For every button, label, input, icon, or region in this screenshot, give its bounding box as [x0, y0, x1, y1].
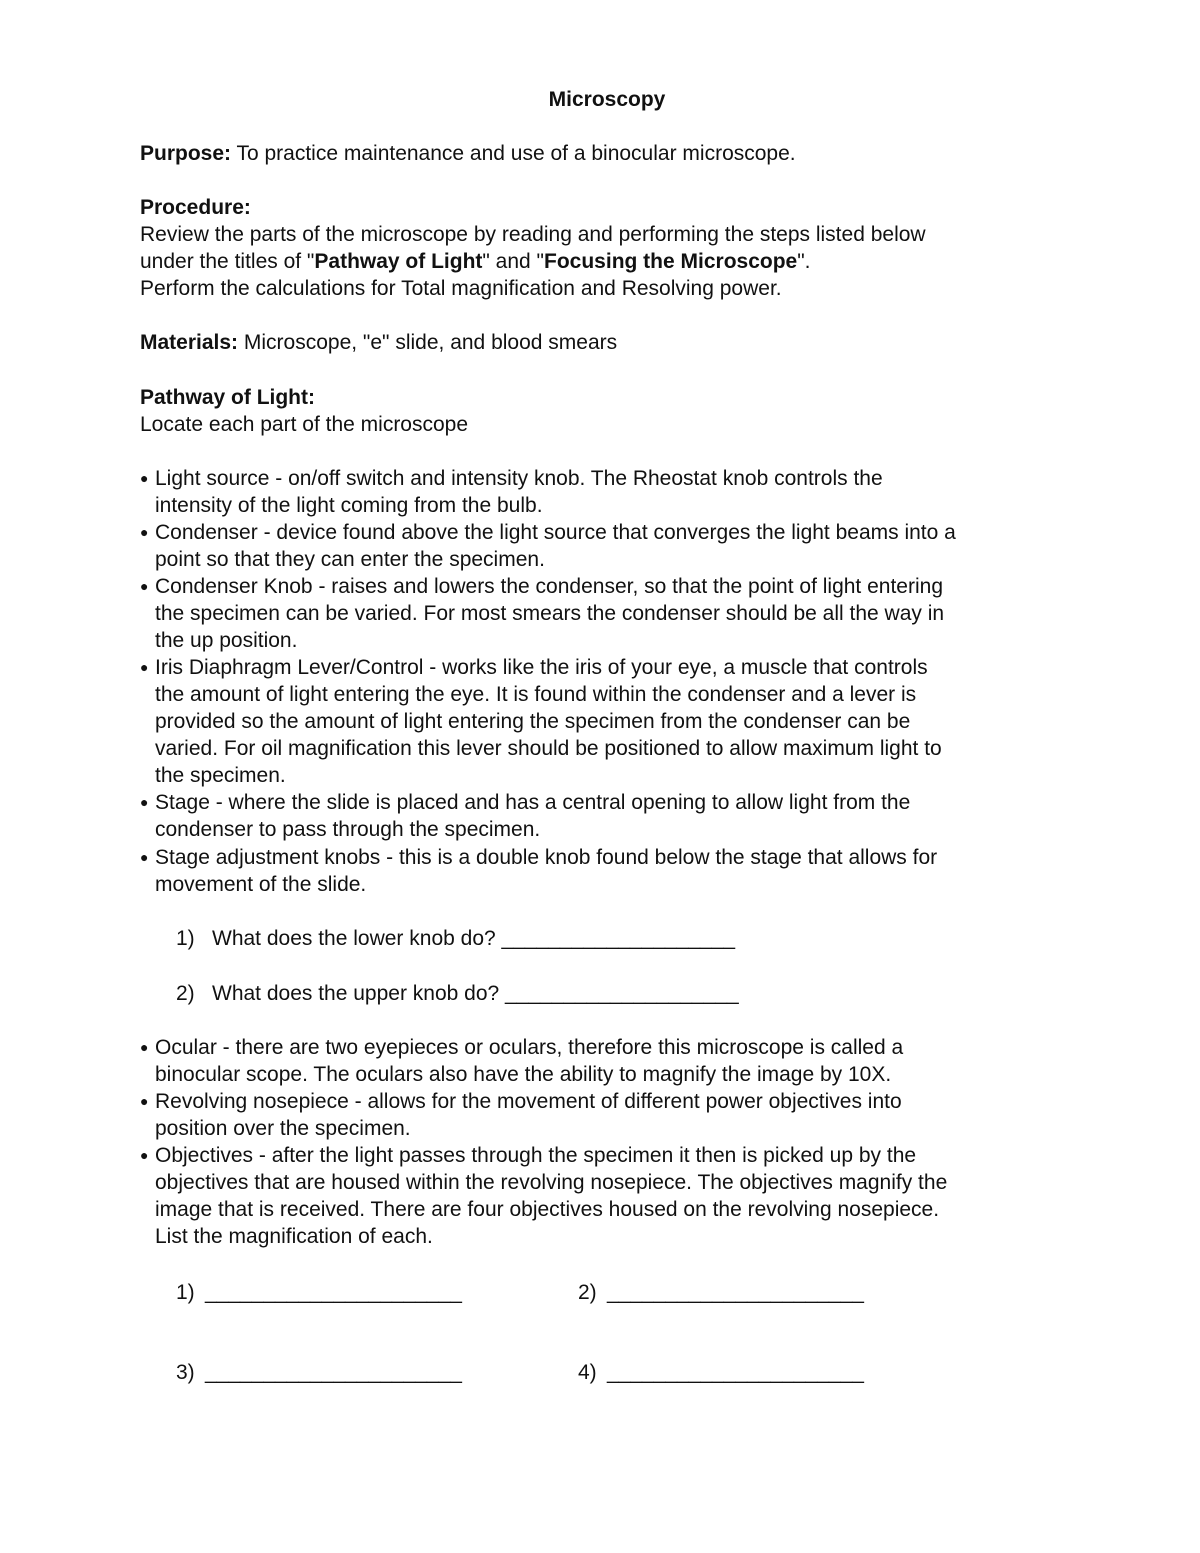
pathway-heading: Pathway of Light: [140, 386, 315, 409]
list-item-line: movement of the slide. [155, 873, 367, 896]
procedure-line-2 [140, 248, 811, 275]
list-item-line: point so that they can enter the specimen. [155, 548, 545, 571]
list-item-line: Ocular - there are two eyepieces or oculars, therefore this microscope is called a [155, 1036, 904, 1059]
list-item-line: varied. For oil magnification this lever should be positioned to allow maximum light to [155, 737, 942, 760]
procedure-line-2-mid: " and " [482, 250, 545, 273]
blank-number: 3) [176, 1361, 195, 1384]
focusing-title-ref: Focusing the Microscope [544, 250, 798, 273]
pathway-intro: Locate each part of the microscope [140, 413, 469, 436]
blank-number: 2) [578, 1281, 597, 1304]
question-number: 1) [176, 927, 195, 950]
list-item-line: the specimen. [155, 764, 286, 787]
list-item-line: provided so the amount of light entering the specimen from the condenser can be [155, 710, 911, 733]
bullet-icon: ● [140, 849, 149, 865]
blank-number: 4) [578, 1361, 597, 1384]
list-item-line: Light source - on/off switch and intensity knob. The Rheostat knob controls the [155, 467, 883, 490]
list-item-line: position over the specimen. [155, 1117, 411, 1140]
question-text[interactable]: What does the upper knob do? ____________________ [212, 982, 739, 1005]
bullet-icon: ● [140, 1147, 149, 1163]
list-item-line: Iris Diaphragm Lever/Control - works like the iris of your eye, a muscle that controls [155, 656, 928, 679]
list-item-line: Revolving nosepiece - allows for the movement of different power objectives into [155, 1090, 902, 1113]
list-item-line: image that is received. There are four objectives housed on the revolving nosepiece. [155, 1198, 940, 1221]
materials-text: Microscope, "e" slide, and blood smears [238, 331, 618, 354]
question-text[interactable]: What does the lower knob do? ____________________ [212, 927, 736, 950]
list-item-line: the specimen can be varied. For most smears the condenser should be all the way in [155, 602, 945, 625]
list-item-line: the amount of light entering the eye. It is found within the condenser and a lever is [155, 683, 917, 706]
pathway-title-ref: Pathway of Light [314, 250, 483, 273]
materials-line [140, 329, 617, 356]
list-item-line: Stage adjustment knobs - this is a double knob found below the stage that allows for [155, 846, 938, 869]
list-item-line: Objectives - after the light passes through the specimen it then is picked up by the [155, 1144, 917, 1167]
procedure-line-2-pre: under the titles of " [140, 250, 315, 273]
purpose-text: To practice maintenance and use of a binocular microscope. [231, 142, 796, 165]
list-item-line: Condenser Knob - raises and lowers the condenser, so that the point of light entering [155, 575, 943, 598]
blank-line[interactable]: ______________________ [205, 1361, 462, 1384]
bullet-icon: ● [140, 578, 149, 594]
list-item-line: condenser to pass through the specimen. [155, 818, 541, 841]
bullet-icon: ● [140, 1039, 149, 1055]
blank-line[interactable]: ______________________ [205, 1281, 462, 1304]
list-item-line: Condenser - device found above the light source that converges the light beams into a [155, 521, 956, 544]
purpose-label: Purpose: [140, 142, 232, 165]
blank-number: 1) [176, 1281, 195, 1304]
materials-label: Materials: [140, 331, 239, 354]
bullet-icon: ● [140, 470, 149, 486]
list-item-line: objectives that are housed within the revolving nosepiece. The objectives magnify the [155, 1171, 948, 1194]
blank-line[interactable]: ______________________ [607, 1281, 864, 1304]
bullet-icon: ● [140, 524, 149, 540]
list-item-line: binocular scope. The oculars also have the ability to magnify the image by 10X. [155, 1063, 892, 1086]
purpose-line [140, 140, 796, 167]
procedure-line-3: Perform the calculations for Total magnification and Resolving power. [140, 277, 782, 300]
list-item-line: List the magnification of each. [155, 1225, 433, 1248]
list-item-line: intensity of the light coming from the bulb. [155, 494, 543, 517]
bullet-icon: ● [140, 659, 149, 675]
procedure-line-2-post: ". [797, 250, 811, 273]
bullet-icon: ● [140, 1093, 149, 1109]
list-item-line: the up position. [155, 629, 298, 652]
procedure-line-1: Review the parts of the microscope by reading and performing the steps listed below [140, 223, 926, 246]
blank-line[interactable]: ______________________ [607, 1361, 864, 1384]
list-item-line: Stage - where the slide is placed and has a central opening to allow light from the [155, 791, 911, 814]
question-number: 2) [176, 982, 195, 1005]
procedure-label: Procedure: [140, 196, 251, 219]
bullet-icon: ● [140, 794, 149, 810]
page-title: Microscopy [548, 88, 666, 111]
